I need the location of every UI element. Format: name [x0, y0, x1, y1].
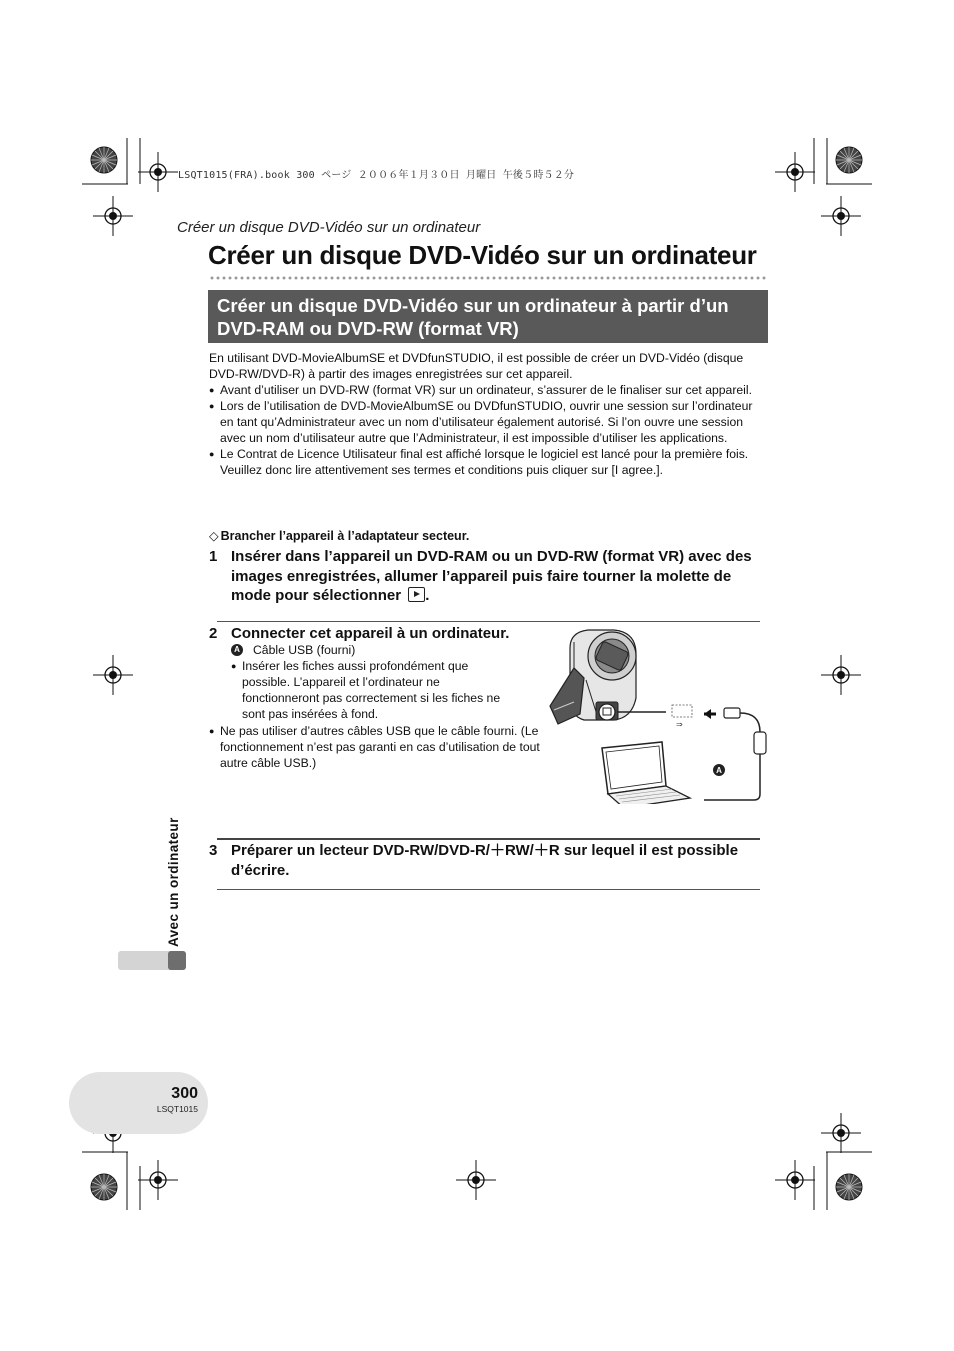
page-number-background — [69, 1072, 208, 1134]
illustration-marker: A — [716, 766, 722, 775]
step-2 — [209, 624, 569, 644]
divider — [217, 838, 760, 840]
section-side-label: Avec un ordinateur — [166, 817, 181, 947]
step-number: 2 — [209, 625, 218, 642]
step-3 — [209, 841, 769, 881]
cable-caption — [231, 642, 531, 658]
precondition-text: Brancher l’appareil à l’adaptateur secteur. — [220, 529, 470, 543]
list-item: ● Lors de l’utilisation de DVD-MovieAlbumSE ou DVDfunSTUDIO, ouvrir une session sur l’ordinateur en tant qu’Administrateur avec un nom d’utilisateur également autorisé. Si l’on ouvre une session avec un nom d’utilisateur autre que l’Administrateur, il est impossible d’utiliser les applications. — [209, 398, 769, 446]
chapter-tab-marker — [168, 951, 186, 970]
marker-a-icon: A — [231, 644, 243, 656]
step-text-end: . — [425, 587, 430, 604]
notes-list — [209, 382, 769, 478]
list-item: ● Avant d’utiliser un DVD-RW (format VR) sur un ordinateur, s’assurer de le finaliser sur cet appareil. — [209, 382, 769, 398]
page-number: 300 — [171, 1085, 198, 1102]
step-text: Insérer dans l’appareil un DVD-RAM ou un DVD-RW (format VR) avec des images enregistrées, allumer l’appareil puis faire tourner la molette de mode pour sélectionner — [231, 548, 752, 604]
step-text: Préparer un lecteur DVD-RW/DVD-R/＋RW/＋R sur lequel il est possible d’écrire. — [231, 842, 739, 879]
diamond-icon: ◇ — [209, 529, 219, 543]
camcorder-icon — [550, 630, 636, 724]
step-text: Connecter cet appareil à un ordinateur. — [231, 625, 510, 642]
laptop-icon — [602, 742, 690, 804]
title-dotted-rule — [209, 275, 767, 281]
connection-illustration — [544, 628, 768, 804]
intro-paragraph: En utilisant DVD-MovieAlbumSE et DVDfunSTUDIO, il est possible de créer un DVD-Vidéo (disque DVD-RW/DVD-R) à partir des images enregistrées sur cet appareil. — [209, 351, 744, 381]
section-heading: Créer un disque DVD-Vidéo sur un ordinateur à partir d’un DVD-RAM ou DVD-RW (format VR) — [208, 290, 768, 343]
list-item: ● Insérer les fiches aussi profondément que possible. L’appareil et l’ordinateur ne fonctionneront pas correctement si les fiches ne sont pas insérées à fond. — [231, 658, 507, 722]
caption-text: Câble USB (fourni) — [253, 643, 356, 657]
step-number: 3 — [209, 842, 218, 859]
print-header: LSQT1015(FRA).book 300 ページ ２００６年１月３０日 月曜日 午後５時５２分 — [178, 170, 575, 181]
document-code: LSQT1015 — [156, 1104, 198, 1114]
divider — [217, 889, 760, 890]
svg-text:⇒: ⇒ — [676, 720, 683, 729]
precondition — [209, 528, 469, 543]
step-number: 1 — [209, 548, 218, 565]
playback-mode-icon — [408, 587, 425, 602]
step-1 — [209, 547, 769, 607]
list-item: ● Le Contrat de Licence Utilisateur final est affiché lorsque le logiciel est lancé pour la première fois. Veuillez donc lire attentivement ses termes et conditions puis cliquer sur [I agree.]. — [209, 446, 769, 478]
divider — [217, 621, 760, 622]
page-title: Créer un disque DVD-Vidéo sur un ordinateur — [208, 240, 757, 270]
running-head: Créer un disque DVD-Vidéo sur un ordinateur — [177, 219, 481, 236]
step-2-details — [231, 642, 531, 722]
usb-cable-note: ● Ne pas utiliser d’autres câbles USB que le câble fourni. (Le fonctionnement n’est pas garanti en cas d’utilisation de tout autre câble USB.) — [209, 723, 544, 771]
